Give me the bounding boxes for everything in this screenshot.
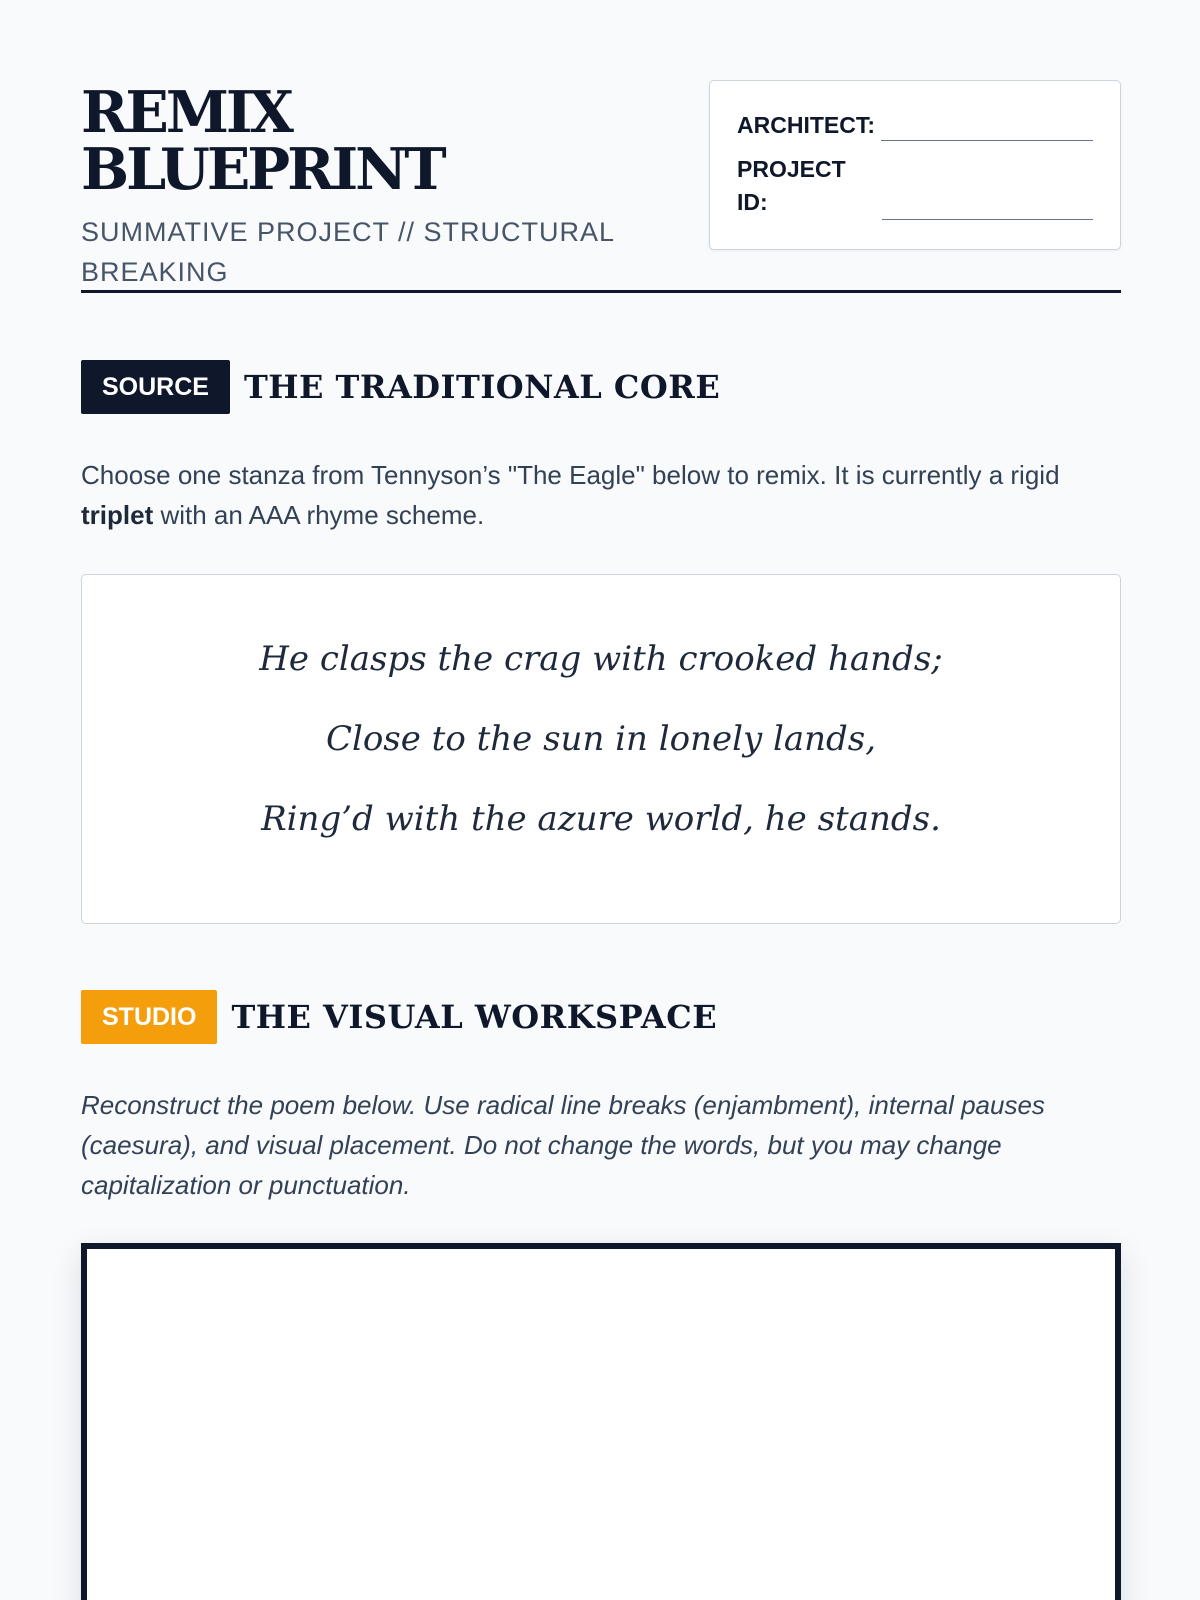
architect-field[interactable] bbox=[881, 140, 1093, 141]
poem-line: Close to the sun in lonely lands, bbox=[325, 719, 877, 759]
studio-section-header bbox=[81, 990, 717, 1044]
source-title: THE TRADITIONAL CORE bbox=[243, 368, 721, 406]
architect-label: ARCHITECT: bbox=[737, 112, 875, 138]
intro-text-start: Choose one stanza from Tennyson’s "The Eagle" below to remix. It is currently a rigid bbox=[81, 460, 1060, 490]
intro-emphasis: triplet bbox=[81, 500, 154, 530]
visual-workspace[interactable] bbox=[81, 1243, 1121, 1600]
intro-text-end: with an AAA rhyme scheme. bbox=[153, 500, 485, 530]
project-id-row bbox=[737, 153, 1093, 219]
studio-instructions: Reconstruct the poem below. Use radical line breaks (enjambment), internal pauses (caesura), and visual placement. Do not change the words, but you may change capitalization or punctuation. bbox=[81, 1090, 1045, 1200]
student-id-card bbox=[709, 80, 1121, 250]
architect-row bbox=[737, 109, 1093, 143]
poem-line: Ring’d with the azure world, he stands. bbox=[261, 799, 941, 839]
poem-line: He clasps the crag with crooked hands; bbox=[259, 639, 943, 679]
project-id-field[interactable] bbox=[882, 219, 1093, 220]
source-section-header bbox=[81, 360, 720, 414]
page-title: REMIX BLUEPRINT bbox=[81, 79, 444, 203]
header bbox=[81, 79, 1121, 287]
poem-card bbox=[81, 574, 1121, 924]
source-intro bbox=[81, 455, 1121, 535]
page-subtitle: SUMMATIVE PROJECT // STRUCTURAL BREAKING bbox=[81, 217, 615, 287]
source-badge: SOURCE bbox=[81, 360, 230, 414]
studio-badge: STUDIO bbox=[81, 990, 217, 1044]
header-divider bbox=[81, 290, 1121, 293]
studio-title: THE VISUAL WORKSPACE bbox=[231, 998, 718, 1036]
project-id-label: PROJECT ID: bbox=[737, 156, 846, 215]
title-block bbox=[81, 79, 641, 292]
